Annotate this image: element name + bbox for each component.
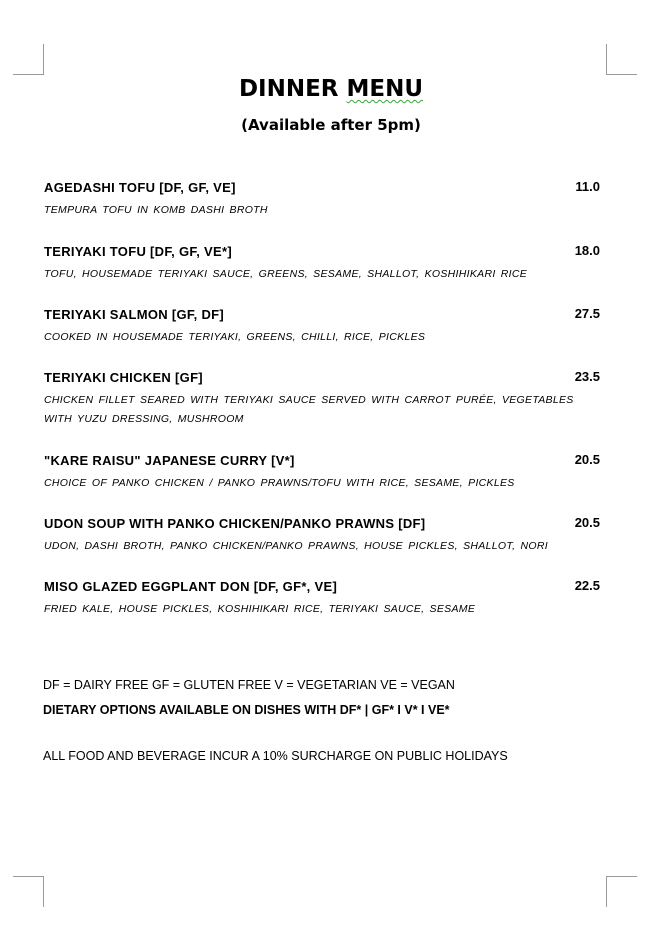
page-corner-mark-bottom-right — [606, 876, 637, 907]
menu-item-name: TERIYAKI TOFU [DF, GF, VE*] — [44, 244, 232, 259]
page-corner-mark-top-left — [13, 44, 44, 75]
menu-item-price: 27.5 — [574, 306, 600, 321]
menu-item — [44, 369, 600, 429]
menu-item-description: TEMPURA TOFU IN KOMB DASHI BROTH — [44, 204, 268, 216]
menu-item-description: CHOICE OF PANKO CHICKEN / PANKO PRAWNS/TOFU WITH RICE, SESAME, PICKLES — [44, 477, 515, 489]
menu-item-name: TERIYAKI CHICKEN [GF] — [44, 370, 203, 385]
menu-item-description: COOKED IN HOUSEMADE TERIYAKI, GREENS, CHILLI, RICE, PICKLES — [44, 331, 426, 343]
menu-item — [44, 578, 600, 619]
menu-item-name: MISO GLAZED EGGPLANT DON [DF, GF*, VE] — [44, 579, 338, 594]
menu-item — [44, 515, 600, 556]
menu-item-price: 22.5 — [574, 578, 600, 593]
page-title-word-2: MENU — [346, 76, 424, 102]
menu-item — [44, 179, 600, 220]
page-corner-mark-top-right — [606, 44, 637, 75]
menu-item-description: CHICKEN FILLET SEARED WITH TERIYAKI SAUCE SERVED WITH CARROT PURÉE, VEGETABLES WITH YUZU DRESSING, MUSHROOM — [44, 394, 574, 425]
menu-item-price: 20.5 — [574, 515, 600, 530]
menu-item-description: UDON, DASHI BROTH, PANKO CHICKEN/PANKO PRAWNS, HOUSE PICKLES, SHALLOT, NORI — [44, 540, 548, 552]
menu-item — [44, 243, 600, 284]
menu-item-price: 20.5 — [574, 452, 600, 467]
page-title-word-1: DINNER — [238, 76, 339, 102]
page-corner-mark-bottom-left — [13, 876, 44, 907]
menu-item-description: FRIED KALE, HOUSE PICKLES, KOSHIHIKARI RICE, TERIYAKI SAUCE, SESAME — [44, 603, 476, 615]
page-title — [0, 76, 662, 102]
menu-item-price: 18.0 — [574, 243, 600, 258]
dietary-legend: DF = DAIRY FREE GF = GLUTEN FREE V = VEGETARIAN VE = VEGAN — [43, 678, 455, 692]
menu-item — [44, 452, 600, 493]
menu-item — [44, 306, 600, 347]
menu-item-name: "KARE RAISU" JAPANESE CURRY [V*] — [44, 453, 295, 468]
menu-item-name: AGEDASHI TOFU [DF, GF, VE] — [44, 180, 236, 195]
menu-item-description: TOFU, HOUSEMADE TERIYAKI SAUCE, GREENS, SESAME, SHALLOT, KOSHIHIKARI RICE — [44, 268, 528, 280]
menu-item-price: 11.0 — [575, 179, 600, 194]
dietary-options-note: DIETARY OPTIONS AVAILABLE ON DISHES WITH DF* | GF* I V* I VE* — [43, 703, 450, 717]
menu-item-price: 23.5 — [574, 369, 600, 384]
surcharge-note: ALL FOOD AND BEVERAGE INCUR A 10% SURCHARGE ON PUBLIC HOLIDAYS — [43, 749, 508, 763]
page-subtitle: (Available after 5pm) — [241, 116, 421, 134]
menu-item-name: TERIYAKI SALMON [GF, DF] — [44, 307, 225, 322]
menu-item-name: UDON SOUP WITH PANKO CHICKEN/PANKO PRAWNS [DF] — [44, 516, 426, 531]
